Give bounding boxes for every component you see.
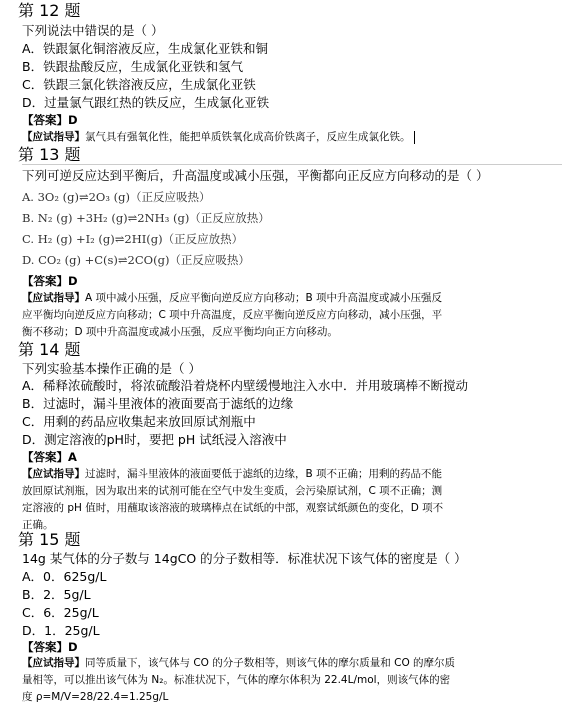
- explanation: [22, 129, 572, 146]
- option-d: D．1．25g/L: [22, 623, 100, 638]
- option-c: C. H₂ (g) +I₂ (g)⇌2HI(g)（正反应放热）: [22, 232, 244, 246]
- explanation-line: 量相等，可以推出该气体为 N₂。标准状况下，气体的摩尔体积为 22.4L/mol，则该气体的密: [22, 674, 451, 686]
- option-a: A．铁跟氯化铜溶液反应，生成氯化亚铁和铜: [22, 41, 269, 56]
- option-b: B. N₂ (g) +3H₂ (g)⇌2NH₃ (g)（正反应放热）: [22, 211, 270, 225]
- question-title: 第 15 题: [18, 530, 81, 549]
- explanation-label: 【应试指导】: [22, 657, 85, 669]
- option-a: A．稀释浓硫酸时，将浓硫酸沿着烧杯内壁缓慢地注入水中．并用玻璃棒不断搅动: [22, 378, 469, 393]
- question-stem: 下列可逆反应达到平衡后，升高温度或减小压强，平衡都向正反应方向移动的是（ ）: [22, 168, 489, 183]
- explanation-line: 应平衡均向逆反应方向移动；C 项中升高温度，反应平衡向逆反应方向移动，减小压强，平: [22, 309, 443, 321]
- explanation-text: 氯气具有强氧化性，能把单质铁氧化成高价铁离子，反应生成氯化铁。: [85, 131, 411, 143]
- explanation-line: 正确。: [22, 519, 54, 531]
- option-b: B．铁跟盐酸反应，生成氯化亚铁和氢气: [22, 59, 244, 74]
- explanation-line: A 项中减小压强，反应平衡向逆反应方向移动；B 项中升高温度或减小压强反: [85, 292, 443, 304]
- divider: [22, 164, 562, 165]
- explanation-line: 度 ρ=M/V=28/22.4=1.25g/L: [22, 691, 169, 703]
- option-c: C．6．25g/L: [22, 605, 99, 620]
- option-d: D．测定溶液的pH时，要把 pH 试纸浸入溶液中: [22, 432, 287, 447]
- question-stem: 下列实验基本操作正确的是（ ）: [22, 361, 201, 376]
- option-d: D．过量氯气跟红热的铁反应，生成氯化亚铁: [22, 95, 270, 110]
- option-c: C．铁跟三氯化铁溶液反应，生成氯化亚铁: [22, 77, 256, 92]
- option-c: C．用剩的药品应收集起来放回原试剂瓶中: [22, 414, 256, 429]
- explanation: [22, 290, 572, 341]
- explanation-line: 过滤时，漏斗里液体的液面要低于滤纸的边缘，B 项不正确；用剩的药品不能: [85, 468, 443, 480]
- explanation-line: 放回原试剂瓶，因为取出来的试剂可能在空气中发生变质，会污染原试剂，C 项不正确；测: [22, 485, 443, 497]
- answer: 【答案】D: [22, 274, 78, 288]
- explanation-label: 【应试指导】: [22, 131, 85, 143]
- answer: 【答案】A: [22, 450, 77, 464]
- explanation-label: 【应试指导】: [22, 468, 85, 480]
- answer: 【答案】D: [22, 640, 78, 654]
- question-title: 第 13 题: [18, 145, 81, 164]
- explanation-line: 衡不移动；D 项中升高温度或减小压强，反应平衡均向正方向移动。: [22, 326, 338, 338]
- option-b: B．过滤时，漏斗里液体的液面要高于滤纸的边缘: [22, 396, 294, 411]
- question-stem: 14g 某气体的分子数与 14gCO 的分子数相等．标准状况下该气体的密度是（ ）: [22, 551, 467, 566]
- explanation-label: 【应试指导】: [22, 292, 85, 304]
- answer: 【答案】D: [22, 113, 78, 127]
- text-cursor: [414, 131, 415, 144]
- explanation: [22, 466, 572, 534]
- option-a: A. 3O₂ (g)⇌2O₃ (g)（正反应吸热）: [22, 190, 211, 204]
- explanation-line: 同等质量下，该气体与 CO 的分子数相等，则该气体的摩尔质量和 CO 的摩尔质: [85, 657, 456, 669]
- option-a: A．0．625g/L: [22, 569, 107, 584]
- question-title: 第 12 题: [18, 1, 81, 20]
- question-stem: 下列说法中错误的是（ ）: [22, 23, 164, 38]
- option-d: D. CO₂ (g) +C(s)⇌2CO(g)（正反应吸热）: [22, 253, 250, 267]
- question-title: 第 14 题: [18, 340, 81, 359]
- explanation: [22, 655, 572, 706]
- option-b: B．2．5g/L: [22, 587, 91, 602]
- explanation-line: 定溶液的 pH 值时，用蘸取该溶液的玻璃棒点在试纸的中部，观察试纸颜色的变化，D 项不: [22, 502, 444, 514]
